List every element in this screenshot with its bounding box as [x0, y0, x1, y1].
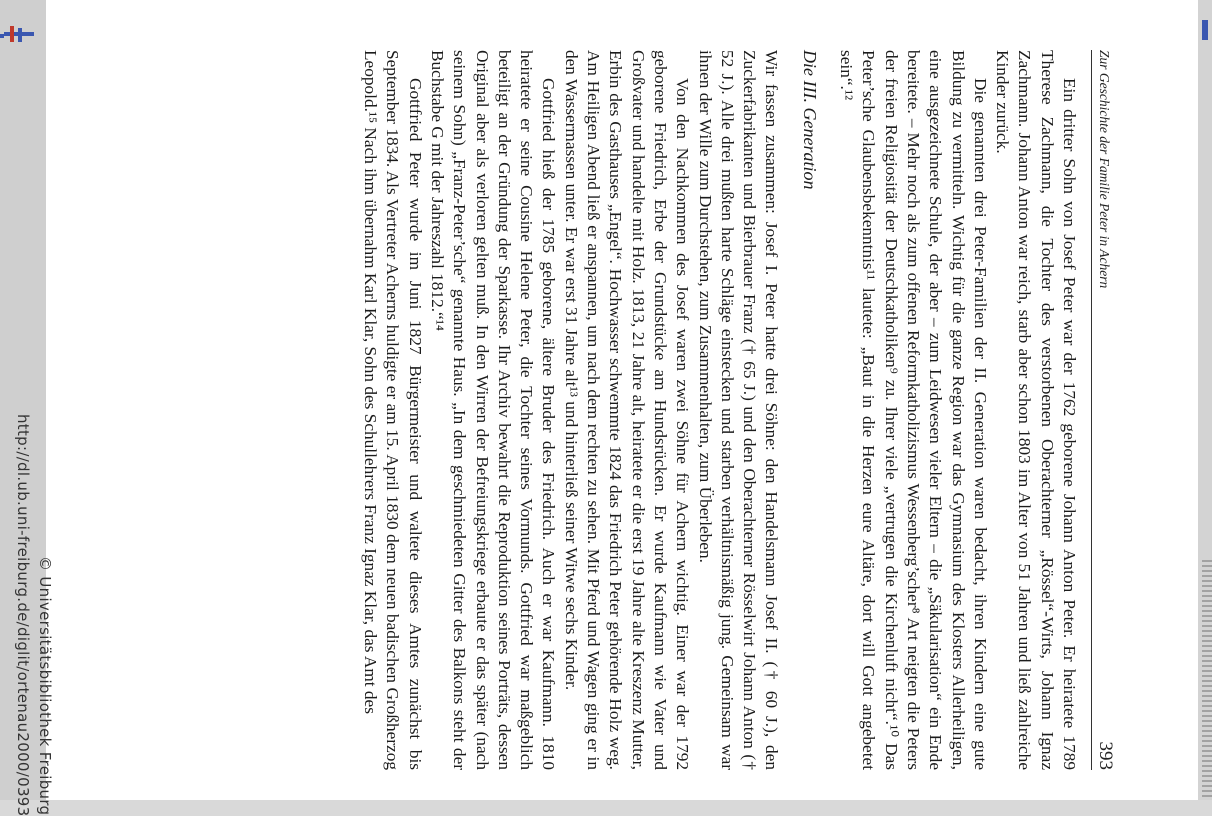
section-heading: Die III. Generation: [799, 50, 820, 190]
paragraph-buergermeister: Gottfried Peter wurde im Juni 1827 Bürgermeister und waltete dieses Amtes zunächst bis September 1834. Als Vertreter Acherns huldigte er am 15. April 1830 dem neuen badischen Großherzog Leopold.¹⁵ Nach ihm übernahm Karl Klar, Sohn des Schullehrers Franz Ignaz Klar, das Amt des: [361, 50, 425, 770]
body-text: [359, 50, 1080, 770]
page-number: 393: [1095, 741, 1116, 770]
paragraph-zusammenfassung: Wir fassen zusammen: Josef I. Peter hatte drei Söhne: den Handelsmann Josef II. († 60 J.), den Zuckerfabrikanten und Bierbrauer Franz († 65 J.) und den Oberachterner Rösselwirt Johann Anton († 52 J.). Alle drei mußten harte Schläge einstecken und starben verhältnismäßig jung. Gemeinsam war ihnen der Wille zum Durchstehen, zum Zusammenhalten, zum Überleben.: [695, 50, 782, 770]
watermark-url: http://dl.ub.uni-freiburg.de/diglit/ortenau2000/0393: [14, 414, 32, 816]
paragraph-friedrich: Von den Nachkommen des Josef waren zwei Söhne für Achern wichtig. Einer war der 1792 geborene Friedrich, Erbe der Grundstücke am Hundsrücken. Er wurde Kaufmann wie Vater und Großvater und handelte mit Holz. 1813, 21 Jahre alt, heiratete er die erst 19 Jahre alte Kreszenz Mutter, Erbin des Gasthauses „Engel“. Hochwasser schwemmte 1824 das Friedrich Peter gehörende Holz weg. Am Heiligen Abend ließ er anspannen, um nach dem rechten zu sehen. Mit Pferd und Wagen ging er in den Wassermassen unter. Er war erst 31 Jahre alt¹³ und hinterließ seiner Witwe sechs Kinder.: [561, 50, 693, 770]
library-logo-icon: [0, 26, 38, 44]
watermark-copyright: © Universitätsbibliothek Freiburg: [36, 556, 54, 816]
paragraph-bildung: Die genannten drei Peter-Familien der II. Generation waren bedacht, ihren Kindern eine gute Bildung zu vermitteln. Wichtig für die ganze Region war das Gymnasium des Klosters Allerheiligen, eine ausgezeichnete Schule, der aber – zum Leidwesen vieler Eltern – die „Säkularisation“ ein Ende bereitete. – Mehr noch als zum offenen Reformkatholizismus Wessenberg’scher⁸ Art neigten die Peters der freien Religiosität der Deutschkatholiken⁹ zu. Ihrer viele „vertrugen die Kirchenluft nicht“.¹⁰ Das Peter’sche Glaubensbekenntnis¹¹ lautete: „Baut in die Herzen eure Altäre, dort will Gott angebetet sein“.¹²: [837, 50, 990, 770]
paragraph-johann-anton: Ein dritter Sohn von Josef Peter war der 1762 geborene Johann Anton Peter. Er heiratete 1789 Therese Zachmann, die Tochter des verstorbenen Oberachterner „Rössel“-Wirts, Johann Ignaz Zachmann. Johann Anton war reich, starb aber schon 1803 im Alter von 51 Jahren und ließ zahlreiche Kinder zurück.: [993, 50, 1079, 770]
watermark: [14, 414, 54, 816]
next-page-logo-icon: [1202, 20, 1208, 40]
rotated-page-content: [118, 50, 1118, 770]
next-page-watermark-edge: [1202, 560, 1212, 800]
paragraph-gottfried: Gottfried hieß der 1785 geborene, ältere Bruder des Friedrich. Auch er war Kaufmann. 1810 heiratete er seine Cousine Helene Peter, die Tochter seines Vormunds. Gottfried war maßgeblich beteiligt an der Gründung der Sparkasse. Ihr Archiv bewahrt die Reproduktion seines Porträts, dessen Original aber als verloren gelten muß. In den Wirren der Befreiungskriege erbaute er das später (nach seinem Sohn) „Franz-Peter’sche“ genannte Haus. „In dem geschmiedeten Gitter des Balkons steht der Buchstabe G mit der Jahreszahl 1812.“¹⁴: [427, 50, 559, 770]
running-title: Zur Geschichte der Familie Peter in Achern: [1097, 50, 1112, 289]
running-head: [1091, 50, 1118, 770]
